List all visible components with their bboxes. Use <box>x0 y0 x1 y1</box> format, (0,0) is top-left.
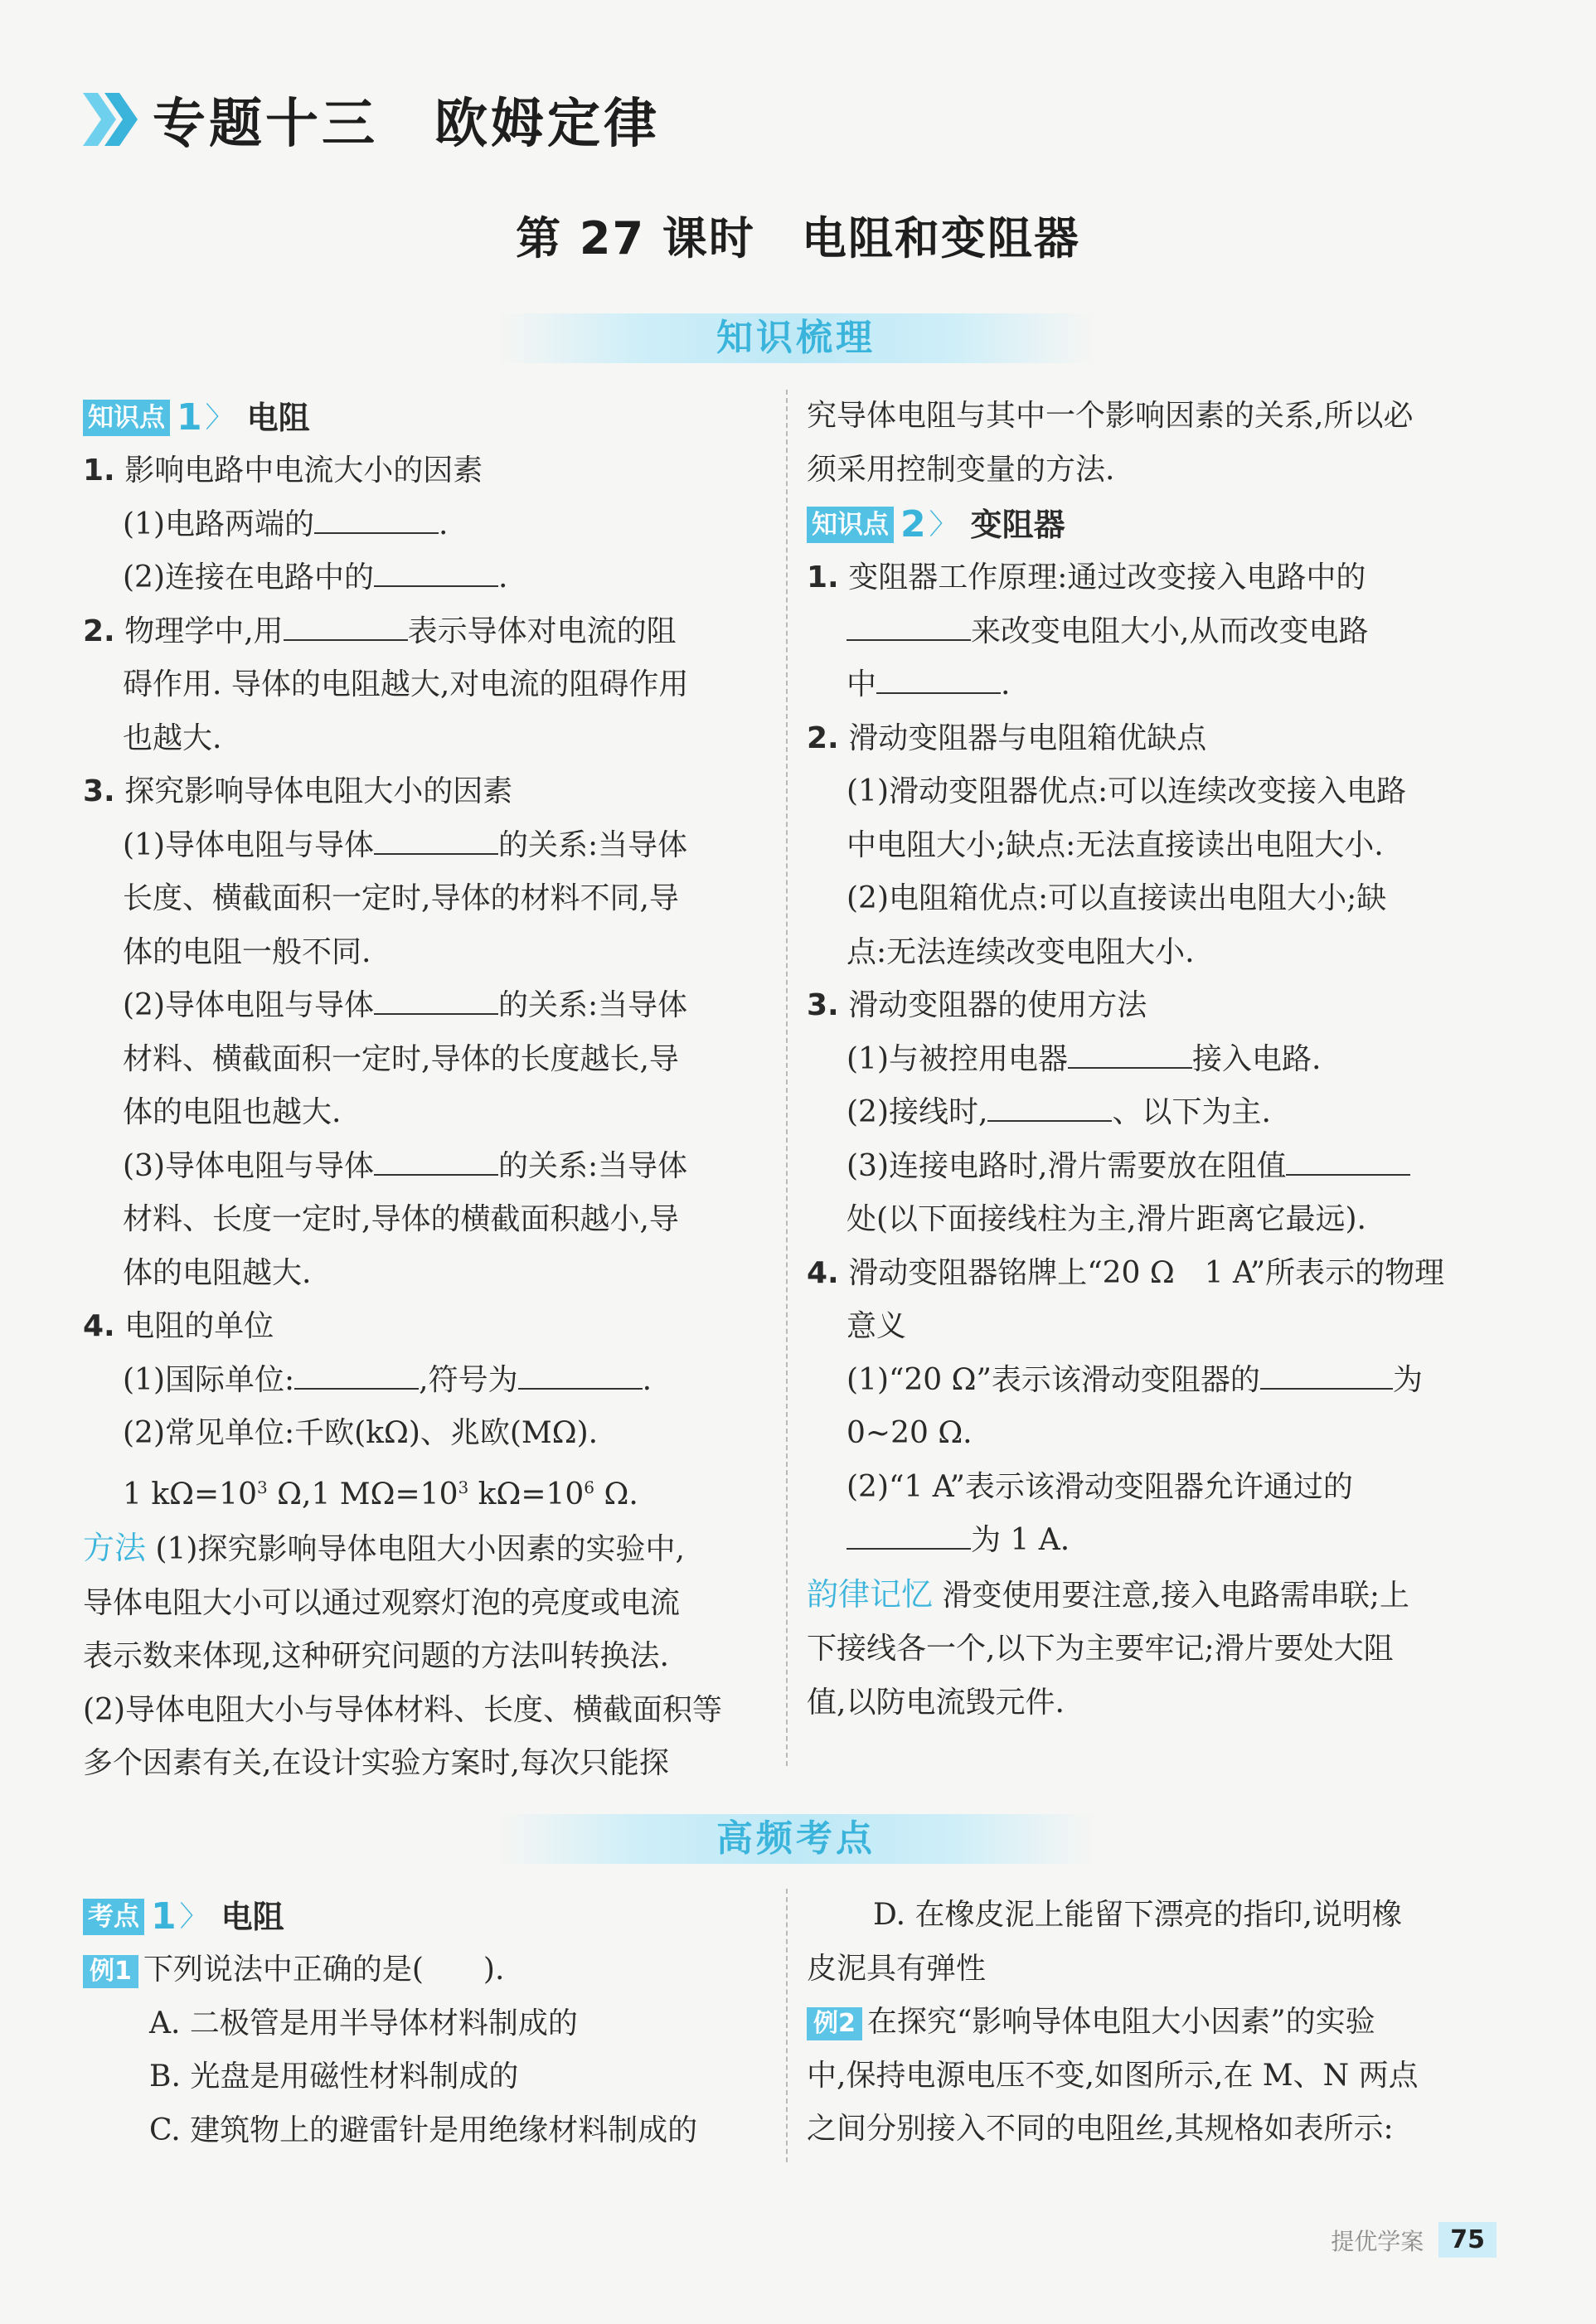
exam-point-tag: 考点 <box>83 1899 144 1935</box>
text-line: 处(以下面接线柱为主,滑片距离它最远). <box>847 1202 1366 1237</box>
option-b[interactable]: B. 光盘是用磁性材料制成的 <box>149 2060 519 2094</box>
fill-blank[interactable] <box>847 611 971 641</box>
fill-blank[interactable] <box>1068 1039 1192 1069</box>
fill-blank[interactable] <box>518 1360 643 1390</box>
text-line: 多个因素有关,在设计实验方案时,每次只能探 <box>83 1746 669 1781</box>
fill-blank[interactable] <box>987 1092 1112 1122</box>
section-title: 知识梳理 <box>716 317 876 359</box>
text-line: 体的电阻一般不同. <box>123 934 371 969</box>
method-box: 方法 (1)探究影响导体电阻大小因素的实验中, <box>83 1530 685 1567</box>
page-footer <box>1331 2222 1497 2258</box>
text-line: 值,以防电流毁元件. <box>807 1685 1065 1720</box>
option-a[interactable]: A. 二极管是用半导体材料制成的 <box>149 2006 578 2040</box>
text-line: (1)“20 Ω”表示该滑动变阻器的 为 <box>807 1354 1520 1408</box>
text-line: 下接线各一个,以下为主要牢记;滑片要处大阻 <box>807 1632 1394 1667</box>
knowledge-point-tag: 知识点 <box>807 507 894 543</box>
kp1-name: 电阻 <box>246 399 310 436</box>
example-tag: 例1 <box>83 1955 138 1988</box>
lesson-title: 第 27 课时 电阻和变阻器 <box>516 212 1080 264</box>
text-line: 中 . <box>807 658 1520 712</box>
text-line: (2)“1 A”表示该滑动变阻器允许通过的 <box>847 1469 1353 1504</box>
text-line: (1)滑动变阻器优点:可以连续改变接入电路 <box>847 774 1407 809</box>
fill-blank[interactable] <box>1286 1146 1410 1176</box>
kp2-heading <box>807 497 1520 551</box>
book-name: 提优学案 <box>1331 2227 1424 2255</box>
text-line: 材料、长度一定时,导体的横截面积越小,导 <box>123 1202 679 1237</box>
fill-blank[interactable] <box>314 504 439 534</box>
method-label: 方法 <box>83 1530 147 1567</box>
fill-blank[interactable] <box>374 557 498 587</box>
text-line: 须采用控制变量的方法. <box>807 452 1115 487</box>
text-line: 体的电阻越大. <box>123 1255 312 1290</box>
chevron-right-icon: 〉 <box>179 1899 208 1933</box>
text-line: 为 1 A. <box>807 1514 1520 1568</box>
option-d[interactable]: D. 在橡皮泥上能留下漂亮的指印,说明橡 <box>873 1898 1402 1932</box>
chapter-title: 专题十三 欧姆定律 <box>153 94 660 155</box>
kp2-name: 变阻器 <box>970 506 1065 543</box>
fill-blank[interactable] <box>374 825 498 855</box>
exam-left-column <box>83 1889 779 2157</box>
option-d-cont: 皮泥具有弹性 <box>807 1951 987 1986</box>
kd1-number: 1 <box>151 1895 177 1938</box>
text-line: 表示数来体现,这种研究问题的方法叫转换法. <box>83 1639 669 1674</box>
text-line: (1)导体电阻与导体 的关系:当导体 <box>83 819 779 873</box>
text-line: 2. 滑动变阻器与电阻箱优缺点 <box>807 720 1207 755</box>
kp1-number: 1 <box>177 395 202 439</box>
text-line: 导体电阻大小可以通过观察灯泡的亮度或电流 <box>83 1585 681 1620</box>
text-line: (2)连接在电路中的 . <box>83 551 779 605</box>
memo-label: 韵律记忆 <box>807 1575 934 1613</box>
text-line: 碍作用. 导体的电阻越大,对电流的阻碍作用 <box>123 667 689 702</box>
kp2-number: 2 <box>900 502 926 546</box>
text-line: 来改变电阻大小,从而改变电路 <box>807 605 1520 659</box>
left-column <box>83 390 779 1791</box>
text-line: (2)电阻箱优点:可以直接读出电阻大小;缺 <box>847 881 1387 916</box>
fill-blank[interactable] <box>876 664 1001 694</box>
text-line: 中,保持电源电压不变,如图所示,在 M、N 两点 <box>807 2058 1419 2093</box>
kd1-name: 电阻 <box>221 1898 284 1935</box>
fill-blank[interactable] <box>374 985 498 1015</box>
text-line: (1)电路两端的 . <box>83 498 779 552</box>
chapter-header <box>83 81 660 158</box>
text-line: 4. 电阻的单位 <box>83 1309 274 1344</box>
option-c[interactable]: C. 建筑物上的避雷针是用绝缘材料制成的 <box>149 2113 698 2147</box>
text-line: (2)接线时, 、以下为主. <box>807 1086 1520 1140</box>
text-line: 之间分别接入不同的电阻丝,其规格如表所示: <box>807 2112 1394 2146</box>
unit-conversion: 1 $k\Omega=10^3$ Ω,1 $M\Omega=10^3$ $k\Omega=10^6$ Ω. <box>123 1477 638 1511</box>
text-line: 3. 滑动变阻器的使用方法 <box>807 988 1147 1023</box>
text-line: (1)国际单位: ,符号为 . <box>83 1354 779 1408</box>
text-line: (3)导体电阻与导体 的关系:当导体 <box>83 1140 779 1194</box>
right-column <box>807 390 1520 1730</box>
text-line: 也越大. <box>123 720 222 755</box>
column-divider <box>786 390 788 1766</box>
fill-blank[interactable] <box>374 1146 498 1176</box>
example-tag: 例2 <box>807 2007 862 2040</box>
exam-right-column <box>807 1889 1520 2157</box>
chevron-right-icon: 〉 <box>929 507 958 541</box>
page-number: 75 <box>1438 2222 1497 2258</box>
text-line: 4. 滑动变阻器铭牌上“20 Ω 1 A”所表示的物理 <box>807 1255 1445 1290</box>
fill-blank[interactable] <box>1260 1360 1393 1390</box>
text-line: (3)连接电路时,滑片需要放在阻值 <box>807 1140 1520 1194</box>
section-title: 高频考点 <box>716 1817 876 1860</box>
example1-stem: 例1 下列说法中正确的是( ). <box>83 1943 779 1997</box>
chevron-right-icon: 〉 <box>205 400 234 434</box>
example2-stem: 例2 在探究“影响导体电阻大小因素”的实验 <box>807 1996 1520 2050</box>
kp1-heading <box>83 390 779 444</box>
knowledge-point-tag: 知识点 <box>83 400 170 436</box>
text-line: 中电阻大小;缺点:无法直接读出电阻大小. <box>847 827 1384 862</box>
text-line: (1)与被控用电器 接入电路. <box>807 1033 1520 1087</box>
fill-blank[interactable] <box>847 1520 971 1550</box>
kd1-heading <box>83 1889 779 1943</box>
text-line: 体的电阻也越大. <box>123 1095 342 1130</box>
section-band-exam <box>497 1814 1094 1864</box>
text-line: 0~20 Ω. <box>847 1416 973 1451</box>
text-line: 3. 探究影响导体电阻大小的因素 <box>83 774 513 809</box>
text-line: 材料、横截面积一定时,导体的长度越长,导 <box>123 1041 679 1076</box>
section-band-knowledge <box>497 313 1094 363</box>
fill-blank[interactable] <box>294 1360 419 1390</box>
text-line: 1. 变阻器工作原理:通过改变接入电路中的 <box>807 560 1366 595</box>
fill-blank[interactable] <box>284 611 408 641</box>
text-line: 2. 物理学中,用 表示导体对电流的阻 <box>83 605 779 659</box>
double-chevron-icon <box>83 93 141 146</box>
text-line: (2)常见单位:千欧(kΩ)、兆欧(MΩ). <box>123 1416 599 1451</box>
text-line: 长度、横截面积一定时,导体的材料不同,导 <box>123 881 679 916</box>
memo-box: 韵律记忆 滑变使用要注意,接入电路需串联;上 <box>807 1575 1410 1613</box>
text-line: 意义 <box>847 1309 907 1344</box>
text-line: 点:无法连续改变电阻大小. <box>847 934 1195 969</box>
text-line: 究导体电阻与其中一个影响因素的关系,所以必 <box>807 399 1414 433</box>
column-divider <box>786 1889 788 2162</box>
text-line: 1. 影响电路中电流大小的因素 <box>83 454 483 488</box>
text-line: (2)导体电阻与导体 的关系:当导体 <box>83 979 779 1033</box>
text-line: (2)导体电阻大小与导体材料、长度、横截面积等 <box>83 1692 722 1727</box>
